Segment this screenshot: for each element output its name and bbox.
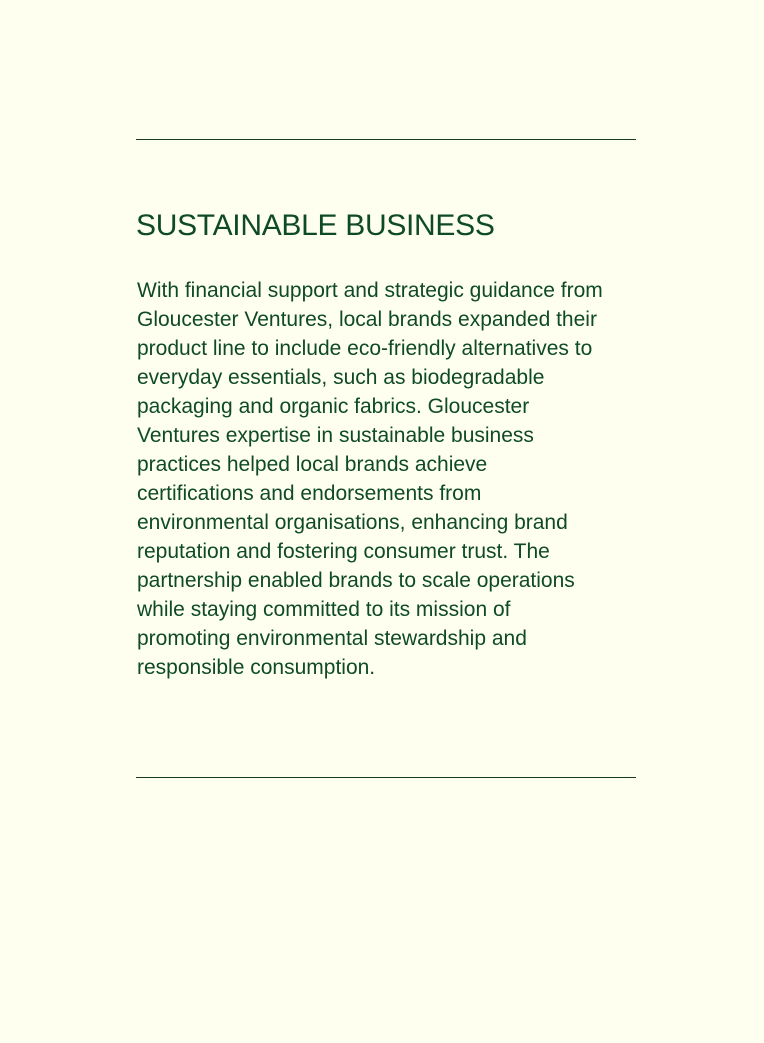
section-body-text: With financial support and strategic guidance from Gloucester Ventures, local brands expanded their product line to include eco-friendly alternatives to everyday essentials, such as biodegradable packaging and organic fabrics. Gloucester Ventures expertise in sustainable business practices helped local brands achieve certifications and endorsements from environmental organisations, enhancing brand reputation and fostering consumer trust. The partnership enabled brands to scale operations while staying committed to its mission of promoting environmental stewardship and responsible consumption.	[137, 279, 603, 679]
section-title: SUSTAINABLE BUSINESS	[136, 209, 495, 242]
bottom-divider	[136, 777, 636, 778]
top-divider	[136, 139, 636, 140]
